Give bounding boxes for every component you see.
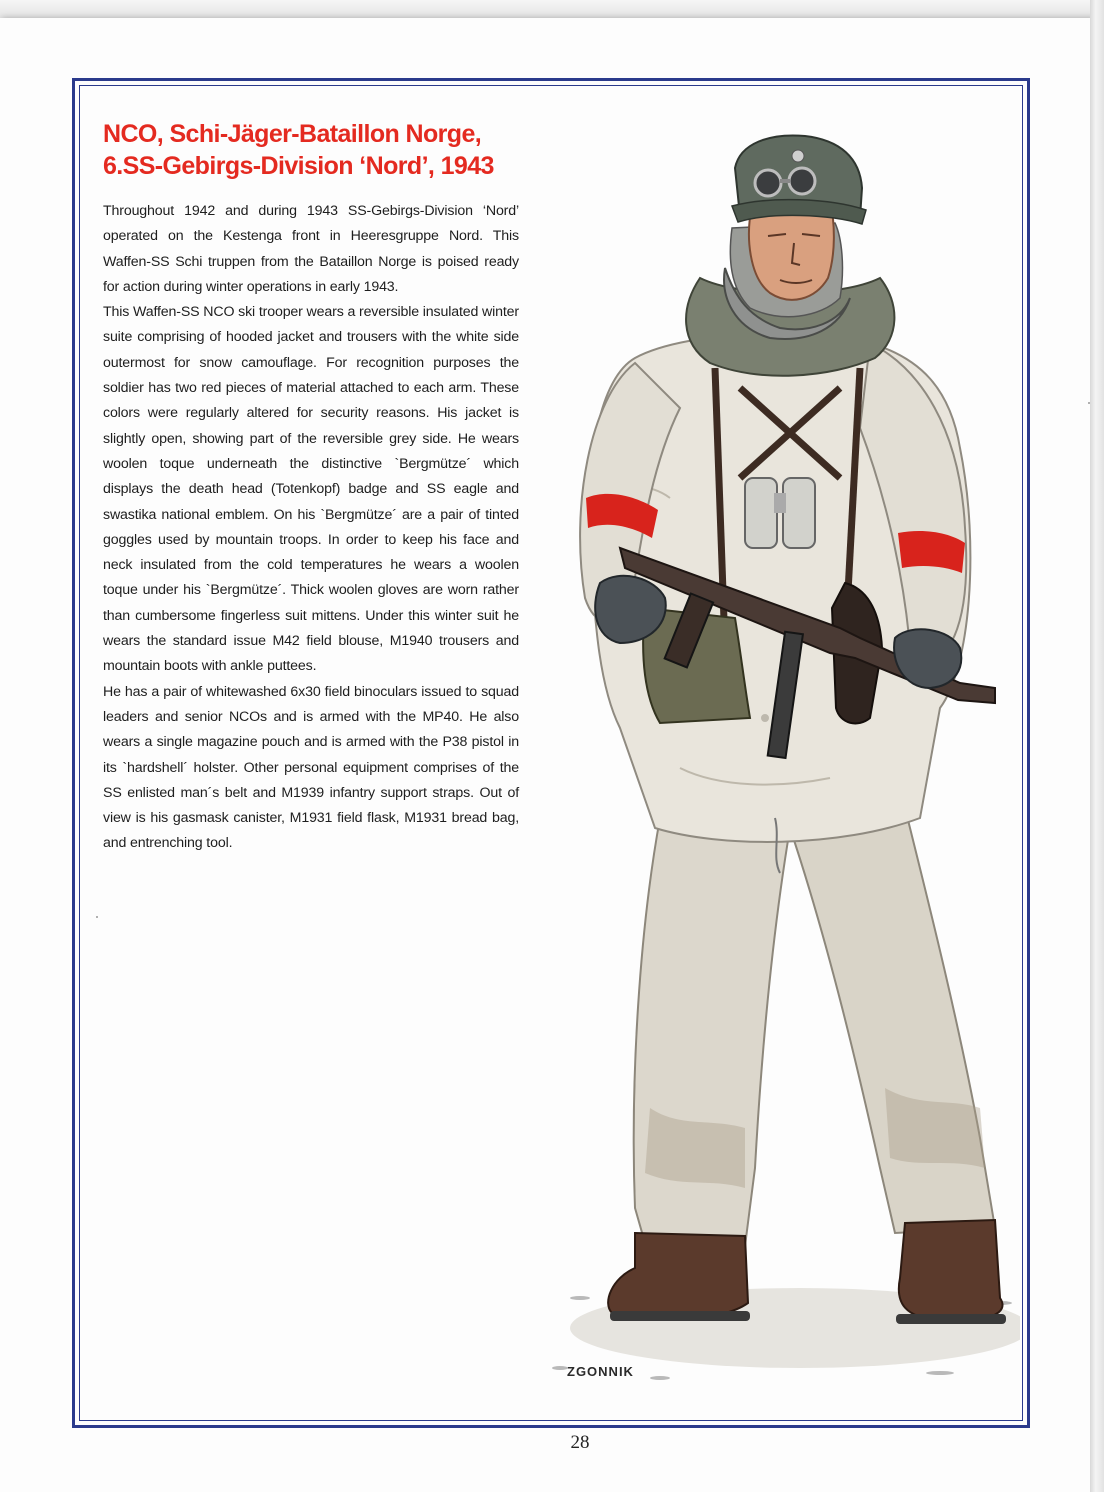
right-trouser-leg [790,808,995,1233]
left-boot-sole [610,1311,750,1321]
left-boot [608,1233,748,1320]
right-boot [899,1220,1003,1321]
page-title [103,118,563,182]
scan-speck [1088,402,1090,404]
paragraph-3: He has a pair of whitewashed 6x30 field binoculars issued to squad leaders and senior NCOs and is armed with the MP40. He also wears a single magazine pouch and is armed with the P38 pistol in its `hardshell´ holster. Other personal equipment comprises of the SS enlisted man´s belt and M1939 infantry support straps. Out of view is his gasmask canister, M1931 field flask, M1931 bread bag, and entrenching tool. [103,683,519,852]
page-number: 28 [570,1432,590,1453]
artist-signature: ZGONNIK [567,1364,634,1379]
page-top-gap [0,0,1104,18]
paragraph-2: This Waffen-SS NCO ski trooper wears a reversible insulated winter suite comprising of hooded jacket and trousers with the white side outermost for snow camouflage. For recognition purposes the soldier has two red pieces of material attached to each arm. These colors were regularly altered for security reasons. His jacket is slightly open, showing part of the reversible grey side. He wears woolen toque underneath the distinctive `Bergmütze´ which displays the death head (Totenkopf) badge and SS eagle and swastika national emblem. On his `Bergmütze´ are a pair of tinted goggles used by mountain troops. In order to keep his face and neck insulated from the cold temperatures he wears a woolen toque under his `Bergmütze´. Thick woolen gloves are worn rather than cumbersome fingerless suit mittens. Under this winter suit he wears the standard issue M42 field blouse, M1940 trousers and mountain boots with ankle puttees. [103,304,519,675]
paragraph-1: Throughout 1942 and during 1943 SS-Gebirgs-Division ‘Nord’ operated on the Kestenga front in Heeresgruppe Nord. This Waffen-SS Schi truppen from the Bataillon Norge is poised ready for action during winter operations in early 1943. [103,203,519,295]
soldier-illustration [540,128,1020,1388]
page-edge [1090,0,1104,1492]
body-text [103,199,519,857]
totenkopf-badge [792,150,804,162]
scan-speck [96,916,98,918]
title-line-1: NCO, Schi-Jäger-Bataillon Norge, [103,120,482,148]
title-line-2: 6.SS-Gebirgs-Division ‘Nord’, 1943 [103,152,494,180]
right-boot-sole [896,1314,1006,1324]
